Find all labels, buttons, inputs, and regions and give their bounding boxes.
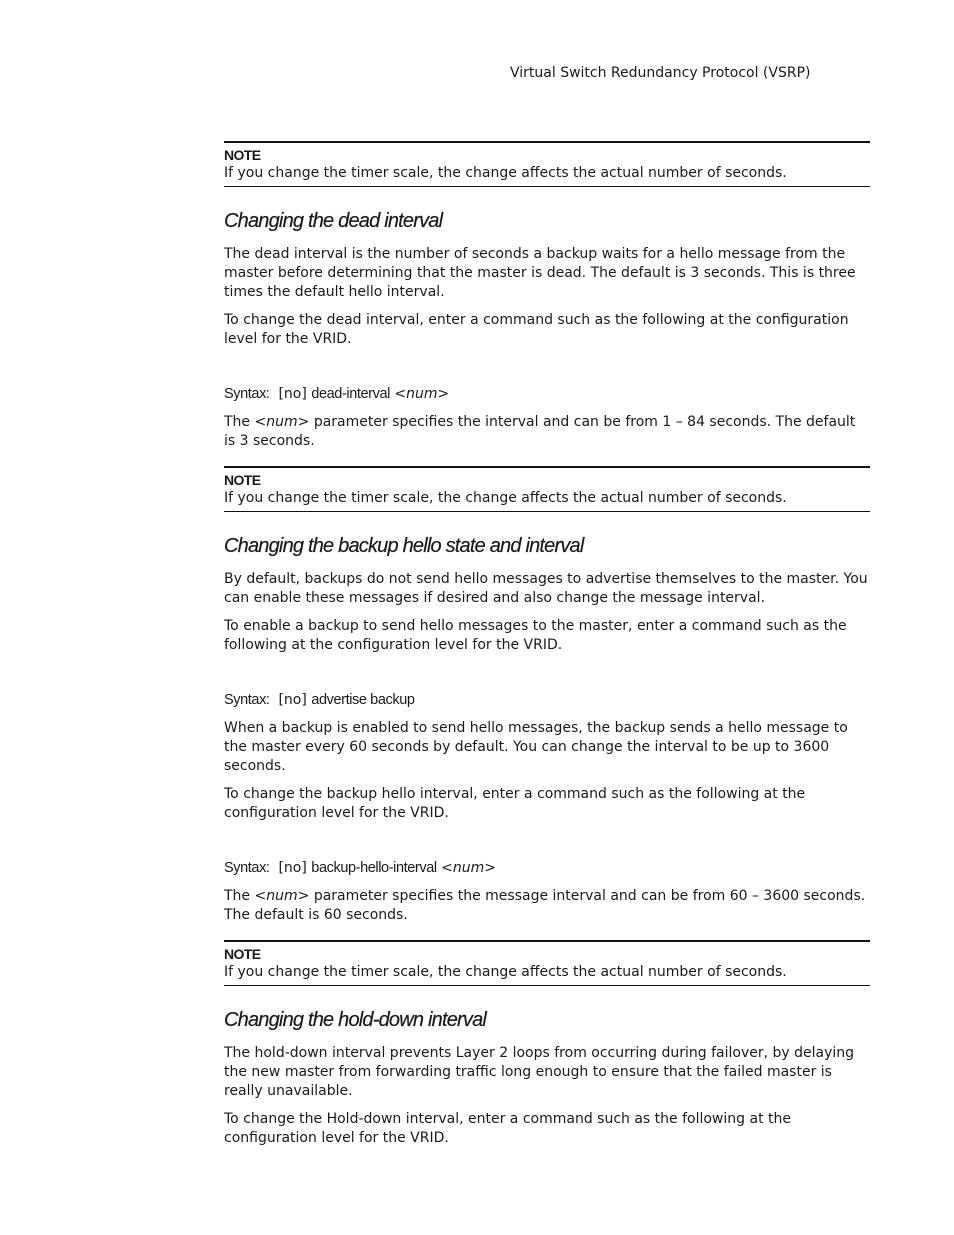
paragraph: To change the dead interval, enter a command such as the following at the configuration level for the VRID. bbox=[224, 312, 849, 347]
param-desc-prefix: The bbox=[224, 888, 251, 904]
note-label: NOTE bbox=[224, 147, 261, 163]
syntax-optional: [no] bbox=[278, 860, 307, 876]
syntax-line bbox=[224, 691, 870, 710]
note-label: NOTE bbox=[224, 946, 261, 962]
note-text: If you change the timer scale, the change affects the actual number of seconds. bbox=[224, 490, 787, 506]
syntax-label: Syntax: bbox=[224, 692, 270, 708]
syntax-optional: [no] bbox=[278, 386, 307, 402]
syntax-command: backup-hello-interval bbox=[311, 860, 437, 876]
param-desc-suffix: parameter specifies the interval and can be from 1 – 84 seconds. The default is 3 seconds. bbox=[224, 414, 856, 449]
note-box bbox=[224, 141, 870, 187]
paragraph: To change the Hold-down interval, enter a command such as the following at the configuration level for the VRID. bbox=[224, 1111, 791, 1146]
running-header: Virtual Switch Redundancy Protocol (VSRP) bbox=[510, 65, 811, 81]
paragraph: By default, backups do not send hello messages to advertise themselves to the master. You can enable these messages if desired and also change the message interval. bbox=[224, 571, 868, 606]
syntax-label: Syntax: bbox=[224, 386, 270, 402]
param-desc-param: <num> bbox=[254, 414, 310, 430]
paragraph: The hold-down interval prevents Layer 2 loops from occurring during failover, by delaying the new master from forwarding traffic long enough to ensure that the failed master is really unavailable. bbox=[224, 1045, 855, 1099]
syntax-label: Syntax: bbox=[224, 860, 270, 876]
note-label: NOTE bbox=[224, 472, 261, 488]
note-box bbox=[224, 940, 870, 986]
note-box bbox=[224, 466, 870, 512]
syntax-param: <num> bbox=[441, 860, 497, 876]
param-description bbox=[224, 413, 870, 451]
param-desc-prefix: The bbox=[224, 414, 251, 430]
section-heading-hold-down: Changing the hold-down interval bbox=[224, 1009, 487, 1031]
paragraph: When a backup is enabled to send hello messages, the backup sends a hello message to the master every 60 seconds by default. You can change the interval to be up to 3600 seconds. bbox=[224, 720, 848, 774]
param-desc-suffix: parameter specifies the message interval and can be from 60 – 3600 seconds. The default is 60 seconds. bbox=[224, 888, 866, 923]
syntax-command: advertise backup bbox=[311, 692, 415, 708]
page-content bbox=[224, 141, 870, 1148]
syntax-optional: [no] bbox=[278, 692, 307, 708]
syntax-command: dead-interval bbox=[311, 386, 390, 402]
syntax-line bbox=[224, 385, 870, 404]
paragraph: To enable a backup to send hello messages to the master, enter a command such as the following at the configuration level for the VRID. bbox=[224, 618, 847, 653]
paragraph: The dead interval is the number of seconds a backup waits for a hello message from the master before determining that the master is dead. The default is 3 seconds. This is three times the default hello interval. bbox=[224, 246, 856, 300]
syntax-param: <num> bbox=[394, 386, 450, 402]
paragraph: To change the backup hello interval, enter a command such as the following at the configuration level for the VRID. bbox=[224, 786, 806, 821]
section-heading-backup-hello: Changing the backup hello state and interval bbox=[224, 535, 584, 557]
section-heading-dead-interval: Changing the dead interval bbox=[224, 210, 443, 232]
syntax-line bbox=[224, 859, 870, 878]
note-text: If you change the timer scale, the change affects the actual number of seconds. bbox=[224, 964, 787, 980]
param-description bbox=[224, 887, 870, 925]
param-desc-param: <num> bbox=[254, 888, 310, 904]
note-text: If you change the timer scale, the change affects the actual number of seconds. bbox=[224, 165, 787, 181]
